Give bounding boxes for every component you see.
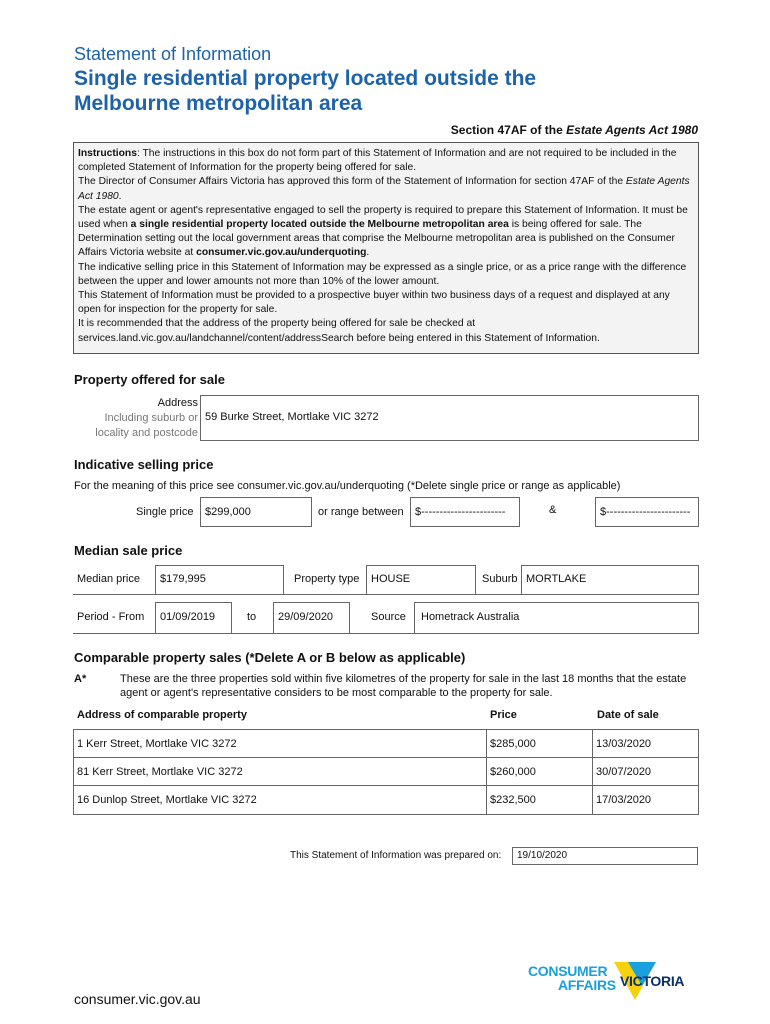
- instructions-p3: [78, 204, 694, 261]
- instructions-p1-text: : The instructions in this box do not form part of this Statement of Information and are not required to be included in the completed Statement of Information for the property being offered for sale.: [78, 148, 677, 174]
- prepared-label: This Statement of Information was prepared on:: [290, 850, 502, 861]
- median-price-label: Median price: [77, 573, 140, 585]
- instructions-p2-c: .: [118, 190, 122, 202]
- property-type-label: Property type: [294, 573, 360, 585]
- prepared-date-field[interactable]: 19/10/2020: [512, 847, 698, 865]
- form-subtitle: Statement of Information: [74, 44, 272, 64]
- row-2-divider-1: [486, 758, 487, 786]
- instructions-p3-d: consumer.vic.gov.au/underquoting: [196, 247, 367, 259]
- form-title-line1: Single residential property located outside the: [74, 67, 537, 90]
- row-1-address[interactable]: 1 Kerr Street, Mortlake VIC 3272: [77, 738, 237, 750]
- row-1-divider-2: [592, 730, 593, 758]
- period-to-label: to: [247, 611, 257, 623]
- logo-consumer: CONSUMER: [528, 963, 608, 979]
- median-price-field[interactable]: $179,995: [155, 565, 284, 595]
- single-price-field[interactable]: $299,000: [200, 497, 312, 527]
- source-field[interactable]: Hometrack Australia: [414, 602, 699, 634]
- single-price-label: Single price: [136, 506, 194, 518]
- address-label-line3: locality and postcode: [95, 427, 198, 439]
- table-row: [73, 729, 699, 759]
- instructions-p1: [78, 147, 694, 175]
- address-label-line1: Address: [157, 397, 198, 409]
- row-3-price[interactable]: $232,500: [490, 794, 536, 806]
- row-3-divider-2: [592, 786, 593, 814]
- option-a-marker: A*: [74, 673, 87, 685]
- section-prefix: Section 47AF of the: [450, 123, 567, 137]
- row-3-date[interactable]: 17/03/2020: [596, 794, 652, 806]
- median-heading: Median sale price: [74, 543, 183, 558]
- instructions-p5: This Statement of Information must be provided to a prospective buyer within two business days of a request and displayed at any open for inspection for the property for sale.: [78, 290, 670, 316]
- period-to-field[interactable]: 29/09/2020: [273, 602, 350, 634]
- period-from-field[interactable]: 01/09/2019: [155, 602, 232, 634]
- property-heading: Property offered for sale: [74, 372, 225, 387]
- row-2-price[interactable]: $260,000: [490, 766, 536, 778]
- instructions-p2-b: Estate Agents Act 1980: [78, 176, 690, 202]
- address-label-line2: Including suburb or: [104, 412, 198, 424]
- logo-victoria: VICTORIA: [620, 973, 685, 989]
- comparable-heading: Comparable property sales (*Delete A or B below as applicable): [74, 650, 466, 665]
- source-label: Source: [371, 611, 406, 623]
- instructions-p6: It is recommended that the address of the property being offered for sale be checked at services.land.vic.gov.au/landchannel/content/addressSearch before being entered in this Statement of Information.: [78, 318, 600, 344]
- instructions-p3-b: a single residential property located outside the Melbourne metropolitan area: [130, 219, 509, 231]
- row-1-price[interactable]: $285,000: [490, 738, 536, 750]
- instructions-label: Instructions: [78, 148, 137, 159]
- indicative-heading: Indicative selling price: [74, 457, 214, 472]
- row-2-divider-2: [592, 758, 593, 786]
- instructions-p2: [78, 175, 694, 203]
- col-header-address: Address of comparable property: [77, 709, 247, 721]
- section-reference: [451, 123, 698, 137]
- comparable-description: These are the three properties sold within five kilometres of the property for sale in the last 18 months that the estate agent or agent's representative considers to be most comparable to the property for sale.: [120, 673, 687, 699]
- instructions-p3-e: .: [366, 247, 370, 259]
- logo-affairs: AFFAIRS: [558, 977, 616, 993]
- consumer-affairs-victoria-logo: [528, 960, 700, 1004]
- indicative-note: For the meaning of this price see consumer.vic.gov.au/underquoting (*Delete single price or range as applicable): [74, 480, 621, 492]
- row-2-date[interactable]: 30/07/2020: [596, 766, 652, 778]
- row-3-address[interactable]: 16 Dunlop Street, Mortlake VIC 3272: [77, 794, 257, 806]
- instructions-p2-a: The Director of Consumer Affairs Victoria has approved this form of the Statement of Information for section 47AF of the: [78, 176, 626, 188]
- row-3-divider-1: [486, 786, 487, 814]
- period-from-label: Period - From: [77, 611, 145, 623]
- form-title-line2: Melbourne metropolitan area: [74, 92, 363, 115]
- row-2-address[interactable]: 81 Kerr Street, Mortlake VIC 3272: [77, 766, 243, 778]
- table-row: [73, 785, 699, 815]
- instructions-box: [73, 142, 699, 354]
- row-1-divider-1: [486, 730, 487, 758]
- instructions-p3-a: The estate agent or agent's representative engaged to sell the property is required to prepare this Statement of Information. It must be used when: [78, 204, 688, 231]
- suburb-label: Suburb: [482, 573, 518, 585]
- address-field[interactable]: 59 Burke Street, Mortlake VIC 3272: [200, 395, 699, 441]
- form-title: [74, 66, 674, 116]
- range-high-field[interactable]: $-----------------------: [595, 497, 699, 527]
- table-row: [73, 757, 699, 787]
- section-act: Estate Agents Act 1980: [566, 123, 698, 137]
- range-low-field[interactable]: $-----------------------: [410, 497, 520, 527]
- instructions-p3-c: is being offered for sale. The Determination setting out the local government areas that comprise the Melbourne metropolitan area is published on the Consumer Affairs Victoria website at: [78, 219, 675, 259]
- range-label: or range between: [318, 506, 404, 518]
- col-header-date: Date of sale: [597, 709, 659, 721]
- property-type-field[interactable]: HOUSE: [366, 565, 476, 595]
- footer-website[interactable]: consumer.vic.gov.au: [74, 991, 201, 1007]
- col-header-price: Price: [490, 709, 517, 721]
- row-1-date[interactable]: 13/03/2020: [596, 738, 652, 750]
- range-ampersand: &: [549, 504, 557, 516]
- instructions-p4: The indicative selling price in this Statement of Information may be expressed as a single price, or as a price range with the difference between the upper and lower amounts not more than 10% of the lower amount.: [78, 261, 687, 287]
- address-label: [80, 396, 198, 441]
- suburb-field[interactable]: MORTLAKE: [521, 565, 699, 595]
